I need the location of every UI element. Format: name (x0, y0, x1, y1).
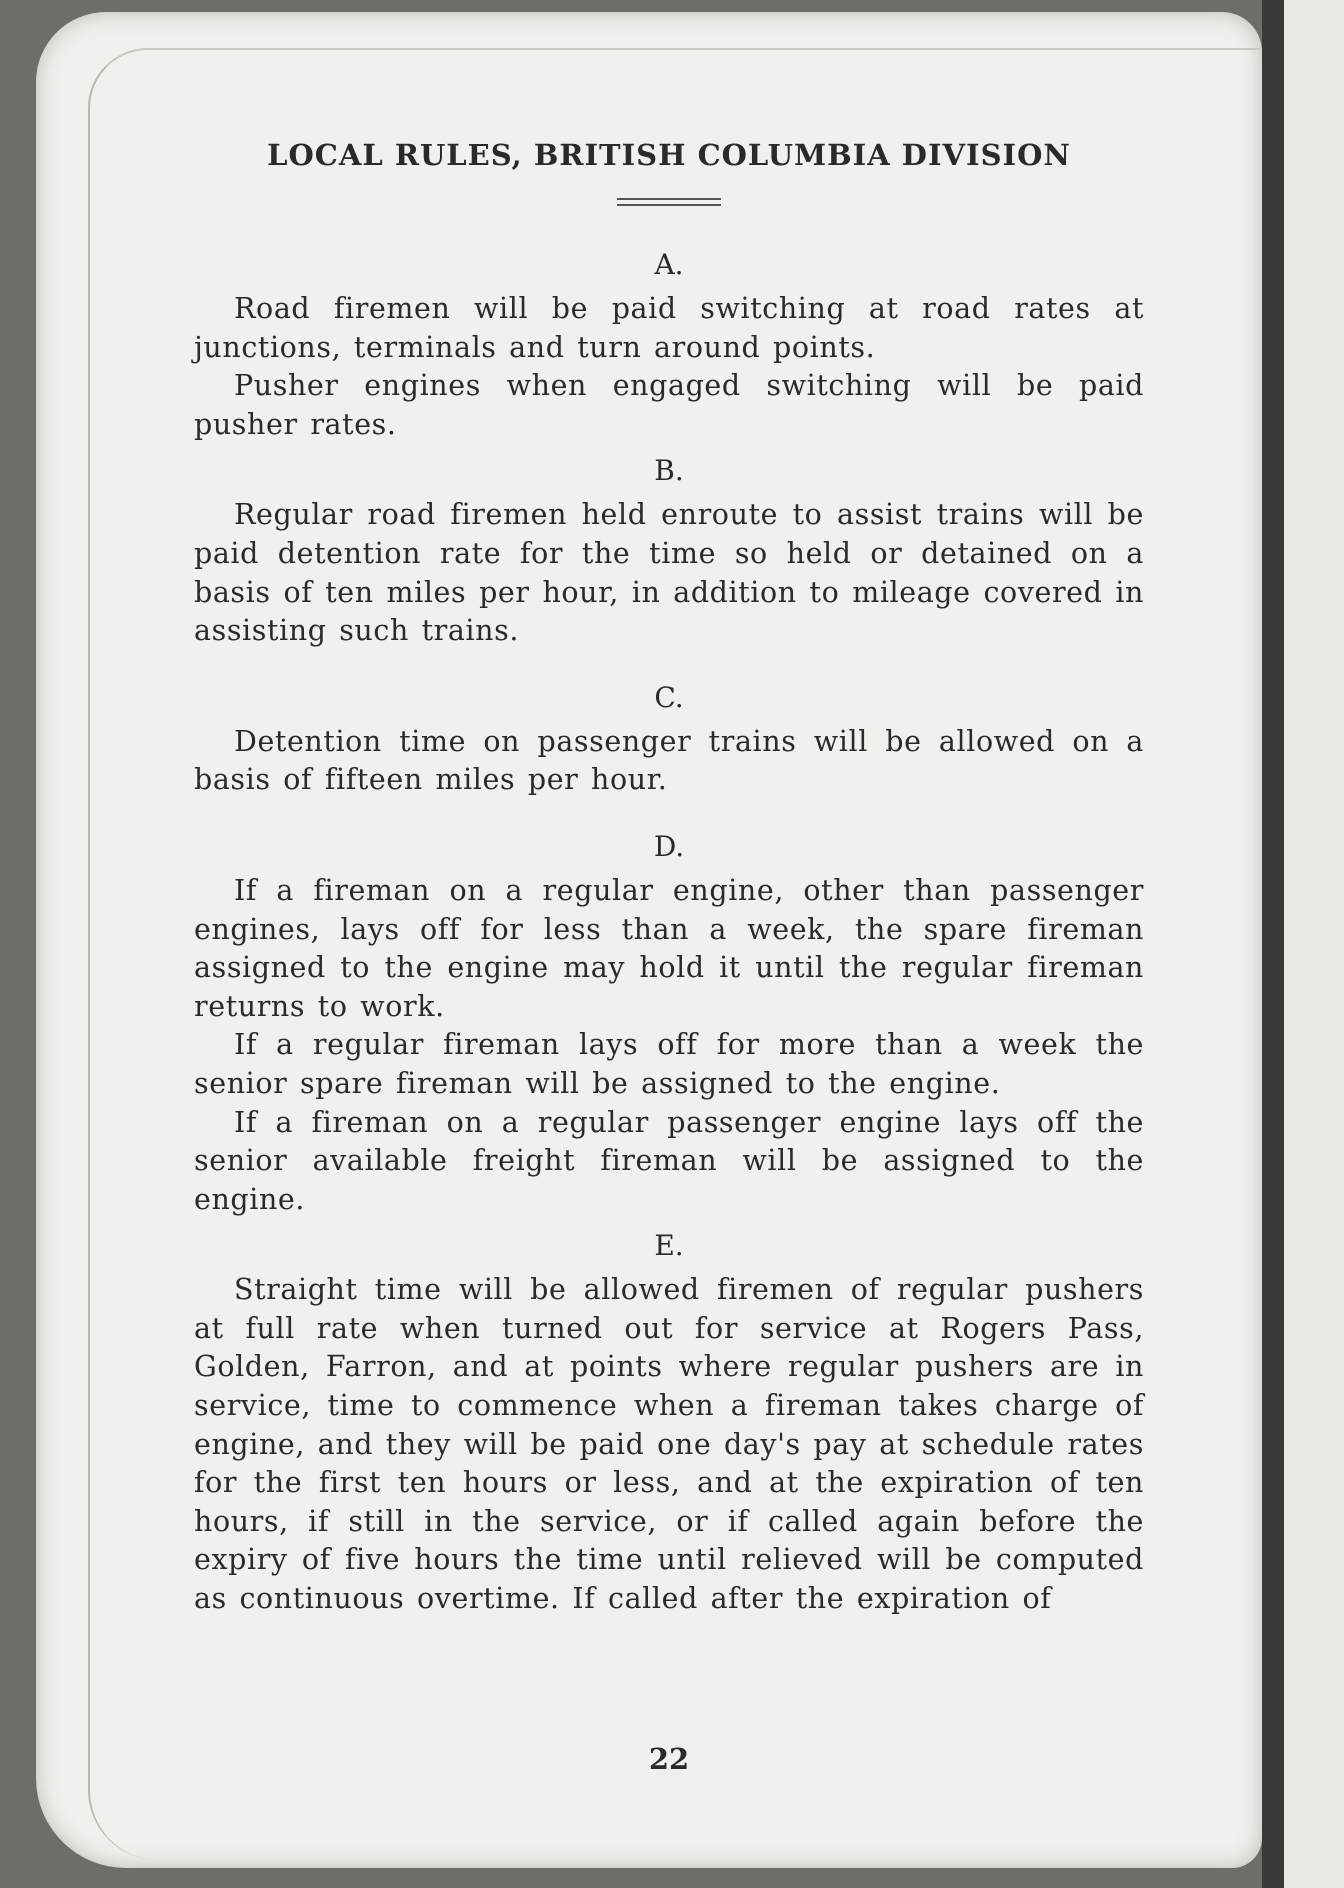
section-e-heading: E. (654, 1229, 684, 1263)
section-b-heading: B. (654, 454, 684, 488)
section-a-paragraph-1: Road firemen will be paid switching at road rates at junctions, terminals and turn around points. (194, 292, 1144, 364)
section-d-paragraph-2: If a regular fireman lays off for more than a week the senior spare fireman will be assigned to the engine. (194, 1028, 1144, 1100)
section-a-heading: A. (654, 248, 684, 281)
section-c-paragraph-1: Detention time on passenger trains will be allowed on a basis of fifteen miles per hour. (194, 724, 1144, 797)
section-d-heading: D. (653, 829, 685, 863)
section-a-paragraph-2: Pusher engines when engaged switching will be paid pusher rates. (194, 369, 1144, 441)
page-content (194, 138, 1144, 1619)
facing-page-edge (1284, 0, 1344, 1888)
section-d-paragraph-3: If a fireman on a regular passenger engine lays off the senior available freight fireman will be assigned to the engine. (194, 1105, 1144, 1216)
page-title: LOCAL RULES, BRITISH COLUMBIA DIVISION (267, 138, 1071, 172)
book-spine (1262, 0, 1284, 1888)
page-number: 22 (648, 1742, 690, 1776)
section-b-paragraph-1: Regular road firemen held enroute to assist trains will be paid detention rate for the time so held or detained on a basis of ten miles per hour, in addition to mileage covered in assisting such trains. (194, 498, 1144, 648)
section-d-paragraph-1: If a fireman on a regular engine, other than passenger engines, lays off for less than a week, the spare fireman assigned to the engine may hold it until the regular fireman returns to work. (194, 873, 1144, 1023)
section-e-paragraph-1: Straight time will be allowed firemen of regular pushers at full rate when turned out for service at Rogers Pass, Golden, Farron, and at points where regular pushers are in service, time to commence when a fireman takes charge of engine, and they will be paid one day's pay at schedule rates for the first ten hours or less, and at the expiration of ten hours, if still in the service, or if called again before the expiry of five hours the time until relieved will be computed as continuous overtime. If called after the expiration of (194, 1273, 1144, 1616)
section-c-heading: C. (654, 680, 684, 714)
title-divider (617, 198, 721, 206)
